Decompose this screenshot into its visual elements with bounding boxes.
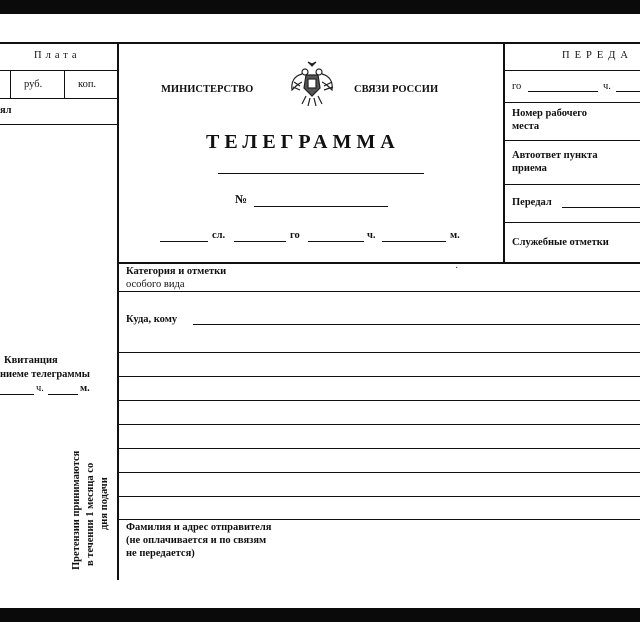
sender-label-line1: Фамилия и адрес отправителя: [126, 522, 272, 533]
stub-line: [0, 98, 118, 99]
stub-line: [0, 70, 118, 71]
category-label-line1: Категория и отметки: [126, 266, 227, 277]
telegram-title: ТЕЛЕГРАММА: [206, 131, 400, 153]
stray-dot: ·: [455, 263, 459, 274]
right-ch-label: ч.: [603, 81, 611, 92]
number-label: №: [235, 192, 248, 206]
claims-note-line3: дня подачи: [99, 477, 110, 530]
header-bottom-line: [117, 262, 640, 264]
right-panel-line: [504, 70, 640, 71]
right-date-field[interactable]: [528, 91, 598, 92]
claims-note-line2: в течении 1 месяца со: [85, 462, 96, 566]
right-panel-line: [504, 140, 640, 141]
right-hour-field[interactable]: [616, 91, 640, 92]
rub-label: руб.: [24, 79, 43, 90]
top-black-bar: [0, 0, 640, 14]
right-go-label: го: [512, 81, 522, 92]
body-line: [118, 496, 640, 497]
workplace-number-label: Номер рабочего места: [512, 108, 588, 132]
right-panel-line: [504, 222, 640, 223]
body-line: [118, 400, 640, 401]
minute-field[interactable]: [382, 241, 446, 242]
receipt-ch-label: ч.: [36, 383, 44, 394]
body-line: [118, 424, 640, 425]
words-count-field[interactable]: [160, 241, 208, 242]
claims-note-line1: Претензии принимаются: [71, 450, 82, 570]
service-marks-label: Служебные отметки: [512, 237, 609, 248]
body-line: [118, 376, 640, 377]
body-line: [118, 472, 640, 473]
payment-label: Плата: [34, 50, 81, 61]
date-field[interactable]: [234, 241, 286, 242]
receipt-title: Квитанция: [4, 355, 58, 366]
sl-label: сл.: [212, 230, 226, 241]
stub-line: [64, 70, 65, 98]
frame-top-line: [0, 42, 640, 44]
sender-label-line2: (не оплачивается и по связям: [126, 535, 267, 546]
accepted-fragment: ял: [0, 105, 12, 116]
double-headed-eagle-icon: [288, 60, 336, 110]
to-whom-field[interactable]: [193, 324, 640, 325]
transmitted-by-field[interactable]: [562, 207, 640, 208]
right-panel-line: [504, 184, 640, 185]
receipt-m-label: м.: [80, 383, 90, 394]
right-panel-divider: [503, 42, 505, 263]
stub-line: [0, 124, 118, 125]
bottom-black-bar: [0, 608, 640, 622]
hour-field[interactable]: [308, 241, 364, 242]
right-panel-line: [504, 102, 640, 103]
stub-divider-line: [117, 42, 119, 580]
stub-line: [10, 70, 11, 98]
to-whom-label: Куда, кому: [126, 314, 178, 325]
receipt-underline: [48, 394, 78, 395]
m-label: м.: [450, 230, 460, 241]
body-line: [118, 291, 640, 292]
receipt-subtitle: ниеме телеграммы: [0, 369, 90, 380]
ch-label: ч.: [367, 230, 376, 241]
sender-label: [126, 521, 271, 560]
body-line: [118, 519, 640, 520]
transmitted-title: ПЕРЕДА: [562, 50, 633, 61]
body-line: [118, 352, 640, 353]
go-label: го: [290, 230, 300, 241]
ministry-left-text: МИНИСТЕРСТВО: [161, 84, 254, 95]
body-line: [118, 448, 640, 449]
category-label-line2: особого вида: [126, 279, 185, 290]
sender-label-line3: не передается): [126, 548, 195, 559]
coat-of-arms-emblem: [288, 60, 336, 110]
number-field[interactable]: [254, 206, 388, 207]
category-label: [126, 265, 226, 291]
title-underline: [218, 173, 424, 174]
kop-label: коп.: [78, 79, 97, 90]
ministry-right-text: СВЯЗИ РОССИИ: [354, 84, 439, 95]
receipt-underline: [0, 394, 34, 395]
transmitted-by-label: Передал: [512, 197, 552, 208]
autoreply-label: Автоответ пункта приема: [512, 150, 598, 174]
